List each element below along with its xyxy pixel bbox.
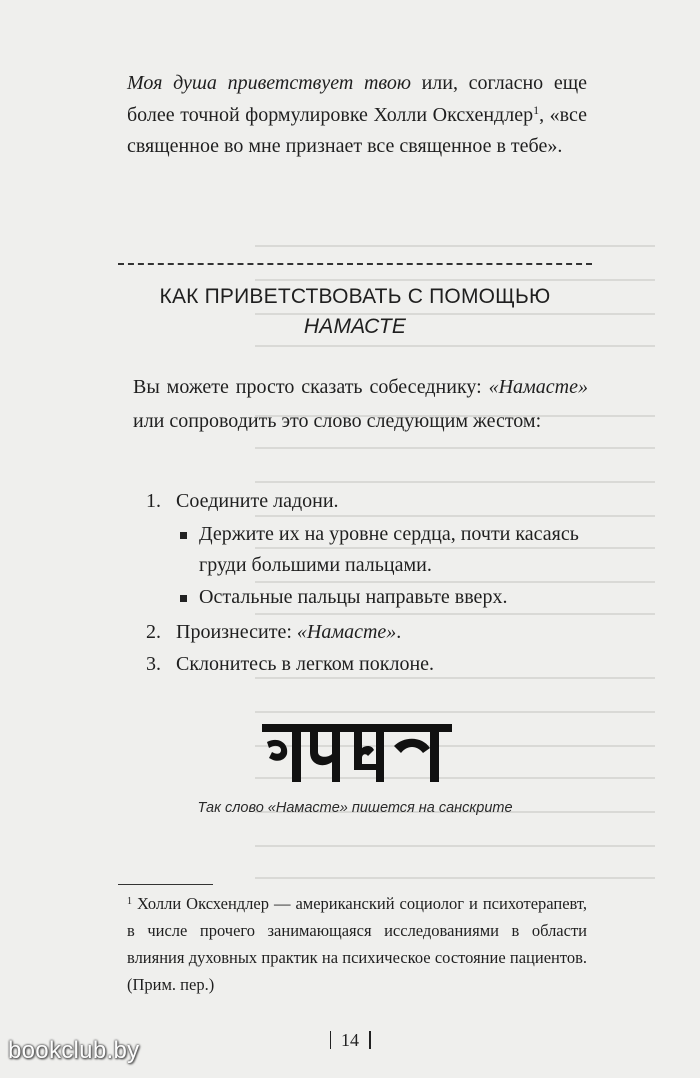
page-number-bar-left bbox=[330, 1031, 332, 1049]
step-text: Соедините ладони. bbox=[176, 490, 339, 512]
sub-item-text: Остальные пальцы направьте вверх. bbox=[199, 586, 508, 608]
step-text-italic: «Намасте» bbox=[296, 621, 397, 643]
step-text-end: . bbox=[396, 621, 402, 643]
paragraph-start: Вы можете просто сказать собеседнику: bbox=[133, 376, 489, 398]
step-text: Склонитесь в легком поклоне. bbox=[176, 653, 435, 675]
paragraph-end: или сопроводить это слово следующим жестом: bbox=[133, 410, 542, 432]
sub-item-text: Держите их на уровне сердца, почти касаясь груди большими пальцами. bbox=[199, 523, 579, 576]
intro-quote: , «все священное во мне признает все священное в тебе». bbox=[127, 103, 587, 157]
section-heading-line1: КАК ПРИВЕТСТВОВАТЬ С ПОМОЩЬЮ bbox=[159, 285, 551, 308]
footnote-marker: 1 bbox=[127, 896, 132, 907]
watermark: bookclub.by bbox=[8, 1037, 140, 1064]
paragraph-italic: «Намасте» bbox=[488, 376, 588, 398]
step-number: 1. bbox=[146, 490, 161, 512]
intro-italic-phrase: Моя душа приветствует твою bbox=[127, 72, 411, 94]
section-divider bbox=[118, 263, 592, 265]
step-text-start: Произнесите: bbox=[176, 621, 297, 643]
footnote-text: Холли Оксхендлер — американский социолог и психотерапевт, в числе прочего занимающаяся исследованиями в области влияния духовных практик на психическое состояние пациентов. (Прим. пер.) bbox=[127, 894, 587, 994]
page-number-value: 14 bbox=[341, 1030, 359, 1050]
footnote-divider bbox=[118, 884, 213, 885]
page-number-bar-right bbox=[369, 1031, 371, 1049]
footnote bbox=[127, 890, 587, 998]
figure-caption: Так слово «Намасте» пишется на санскрите bbox=[197, 800, 513, 816]
step-number: 3. bbox=[146, 653, 161, 675]
section-heading-line2: НАМАСТЕ bbox=[303, 315, 407, 338]
bullet-square-icon bbox=[180, 595, 187, 602]
bullet-square-icon bbox=[180, 532, 187, 539]
step-number: 2. bbox=[146, 621, 161, 643]
step-text bbox=[176, 617, 586, 648]
intro-text: или, согласно еще более точной формулировке Холли Оксхендлер bbox=[127, 72, 588, 126]
sanskrit-word-namaste bbox=[262, 722, 452, 786]
section-heading bbox=[118, 282, 592, 342]
intro-paragraph bbox=[127, 68, 587, 163]
section-paragraph bbox=[133, 370, 588, 438]
footnote-reference: 1 bbox=[533, 102, 540, 117]
